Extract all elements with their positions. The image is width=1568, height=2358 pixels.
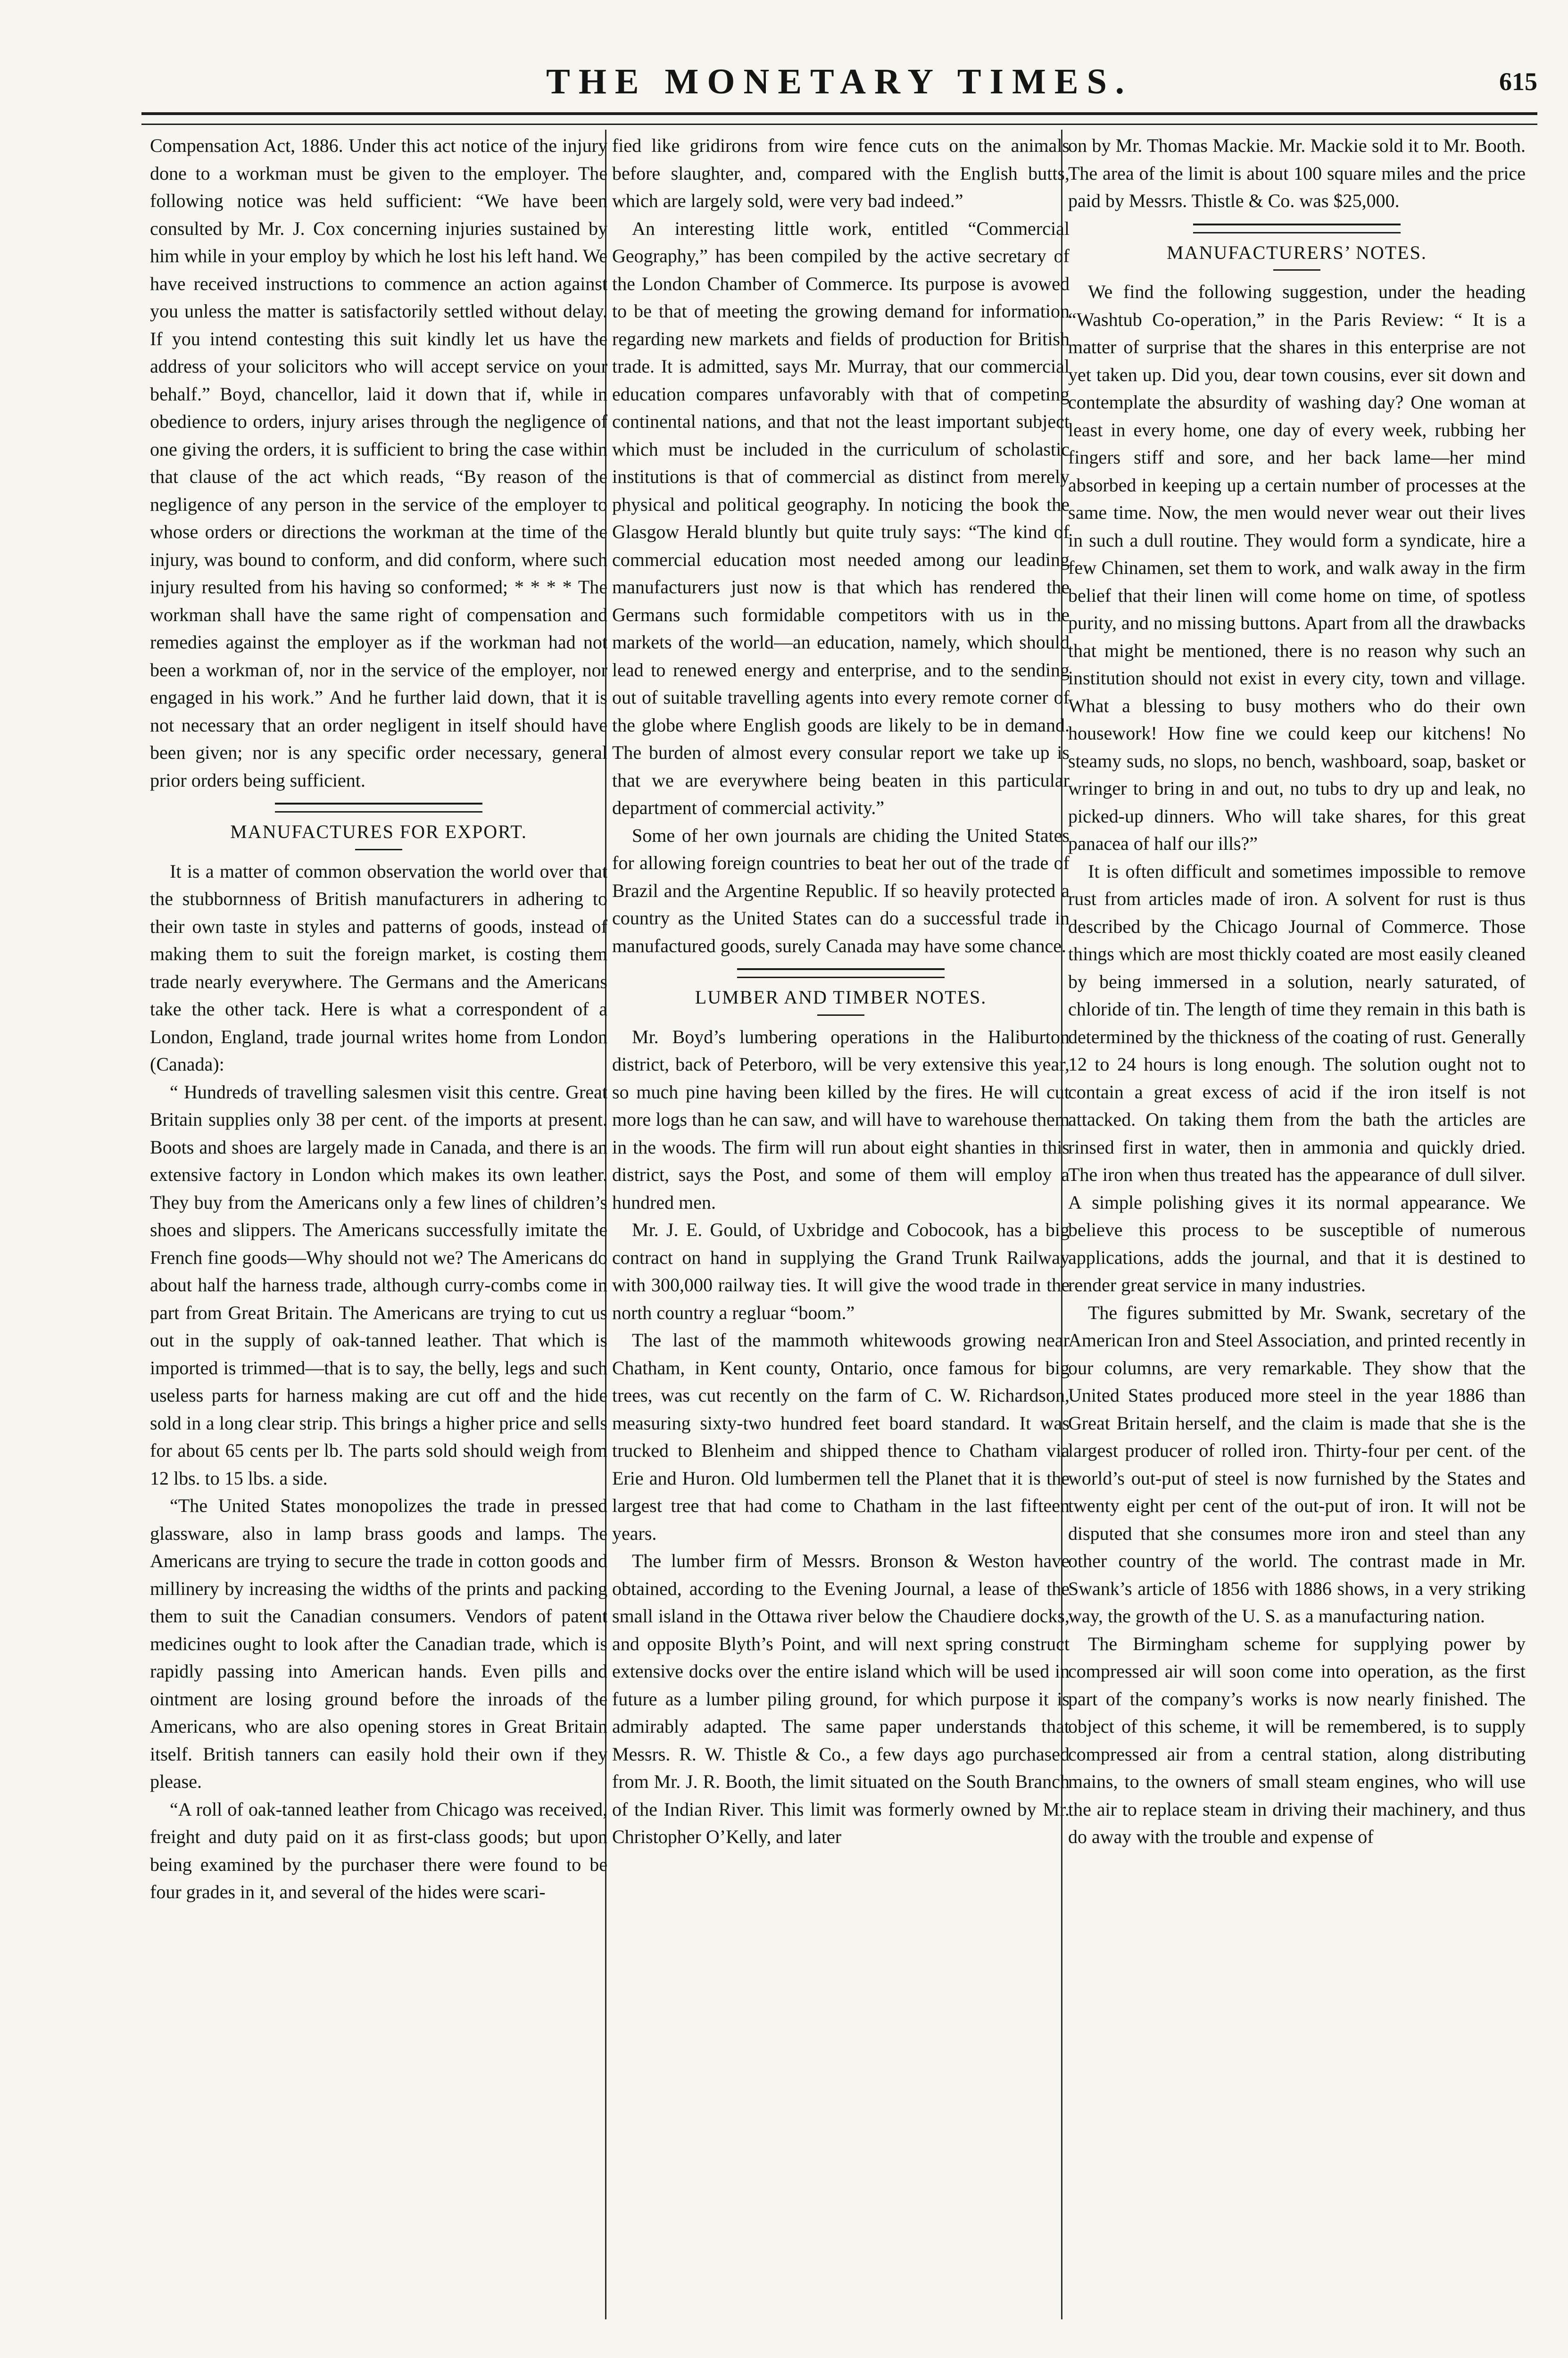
paragraph-steel-production: The figures submitted by Mr. Swank, secretary of the American Iron and Steel Association, and printed recently in our columns, are very remarkable. They show that the United States produced more steel in the year 1886 than Great Britain herself, and the claim is made that she is the largest producer of rolled iron. Thirty-four per cent. of the world’s out-put of steel is now furnished by the States and twenty eight per cent of the out-put of iron. It will not be disputed that she consumes more iron and steel than any other country of the world. The contrast made in Mr. Swank’s article of 1856 with 1886 shows, in a very striking way, the growth of the U. S. as a manufacturing nation.	[1068, 1302, 1526, 1627]
paragraph: The last of the mammoth whitewoods growing near Chatham, in Kent county, Ontario, once famous for big trees, was cut recently on the farm of C. W. Richardson, measuring sixty-two hundred feet board standard. It was trucked to Blenheim and shipped thence to Chatham via Erie and Huron. Old lumbermen tell the Planet that it is the largest tree that had come to Chatham in the last fifteen years.	[612, 1329, 1070, 1544]
paragraph: Some of her own journals are chiding the United States for allowing foreign countries to beat her out of the trade of Brazil and the Argentine Republic. If so heavily protected a country as the United States can do a successful trade in manufactured goods, surely Canada may have some chance.	[612, 824, 1070, 956]
paragraph-rust-solvent: It is often difficult and sometimes impossible to remove rust from articles made of iron. A solvent for rust is thus described by the Chicago Journal of Commerce. Those things which are most thickly coated are most easily cleaned by being immersed in a solution, nearly saturated, of chloride of tin. The length of time they remain in this bath is determined by the thickness of the coating of rust. Generally 12 to 24 hours is long enough. The solution ought not to contain a great excess of acid if the iron itself is not attacked. On taking them from the bath the articles are rinsed first in water, then in ammonia and quickly dried. The iron when thus treated has the appearance of dull silver. A simple polishing gives it its normal appearance. We believe this process to be susceptible of numerous applications, adds the journal, and that it is destined to render great service in many industries.	[1068, 860, 1526, 1295]
heading-manufactures-for-export: MANUFACTURES FOR EXPORT.	[230, 821, 527, 842]
heading-rule	[1273, 269, 1320, 271]
masthead	[141, 56, 1537, 108]
header-rule-thick	[141, 112, 1537, 115]
newspaper-title: THE MONETARY TIMES.	[546, 62, 1133, 101]
column-2	[612, 132, 1070, 2324]
section-separator	[1193, 224, 1401, 233]
heading-rule	[355, 849, 402, 850]
paragraph: It is a matter of common observation the world over that the stubbornness of British manufacturers in adhering to their own taste in styles and patterns of goods, instead of making them to suit the foreign market, is costing them trade nearly everywhere. The Germans and the Americans take the other tack. Here is what a correspondent of a London, England, trade journal writes home from London (Canada):	[150, 860, 607, 1075]
column-3	[1068, 132, 1526, 2324]
page-number: 615	[1499, 67, 1537, 96]
paragraph: “A roll of oak-tanned leather from Chicago was received, freight and duty paid on it as first-class goods; but upon being examined by the purchaser there were found to be four grades in it, and several of the hides were scari-	[150, 1798, 607, 1902]
heading-manufacturers-notes: MANUFACTURERS’ NOTES.	[1167, 241, 1427, 263]
paragraph-compensation-act: Compensation Act, 1886. Under this act notice of the injury done to a workman must be given to the employer. The following notice was held sufficient: “We have been consulted by Mr. J. Cox concerning injuries sustained by him while in your employ by which he lost his left hand. We have received instructions to commence an action against you unless the matter is satisfactorily settled without delay. If you intend contesting this suit kindly let us have the address of your solicitors who will accept service on your behalf.” Boyd, chancellor, laid it down that if, while in obedience to orders, injury arises through the negligence of one giving the orders, it is sufficient to bring the case within that clause of the act which reads, “By reason of the negligence of any person in the service of the employer to whose orders or directions the workman at the time of the injury, was bound to conform, and did conform, where such injury resulted from his having so conformed; * * * * The workman shall have the same right of compensation and remedies against the employer as if the workman had not been a workman of, nor in the service of the employer, nor engaged in his work.” And he further laid down, that it is not necessary that an order negligent in itself should have been given; nor is any specific order necessary, general prior orders being sufficient.	[150, 135, 607, 791]
paragraph: The lumber firm of Messrs. Bronson & Weston have obtained, according to the Evening Journal, a lease of the small island in the Ottawa river below the Chaudiere docks, and opposite Blyth’s Point, and will next spring construct extensive docks over the entire island which will be used in future as a lumber piling ground, for which purpose it is admirably adapted. The same paper understands that Messrs. R. W. Thistle & Co., a few days ago purchased from Mr. J. R. Booth, the limit situated on the South Branch of the Indian River. This limit was formerly owned by Mr. Christopher O’Kelly, and later	[612, 1550, 1070, 1847]
heading-lumber-and-timber-notes: LUMBER AND TIMBER NOTES.	[695, 987, 987, 1008]
header-rule-thin	[141, 124, 1537, 125]
section-separator	[737, 968, 945, 978]
paragraph: Mr. Boyd’s lumbering operations in the Haliburton district, back of Peterboro, will be very extensive this year, so much pine having been killed by the fires. He will cut more logs than he can saw, and will have to warehouse them in the woods. The firm will run about eight shanties in this district, says the Post, and some of them will employ a hundred men.	[612, 1026, 1070, 1213]
paragraph-commercial-geography: An interesting little work, entitled “Commercial Geography,” has been compiled by the active secretary of the London Chamber of Commerce. Its purpose is avowed to be that of meeting the growing demand for information regarding new markets and fields of production for British trade. It is admitted, says Mr. Murray, that our commercial education compares unfavorably with that of competing continental nations, and that not the least important subject which must be included in the curriculum of scholastic institutions is that of commercial as distinct from merely physical and political geography. In noticing the book the Glasgow Herald bluntly but quite truly says: “The kind of commercial education most needed among our leading manufacturers just now is that which has rendered the Germans such formidable competitors with us in the markets of the world—an education, namely, which should lead to renewed energy and enterprise, and to the sending out of suitable travelling agents into every remote corner of the globe where English goods are likely to be in demand. The burden of almost every consular report we take up is that we are everywhere being beaten in this particular department of commercial activity.”	[612, 217, 1070, 818]
paragraph-washtub-cooperation: We find the following suggestion, under the heading “Washtub Co-operation,” in the Paris Review: “ It is a matter of surprise that the shares in this enterprise are not yet taken up. Did you, dear town cousins, ever sit down and contemplate the absurdity of washing day? One woman at least in every home, one day of every week, rubbing her fingers stiff and sore, and her back lame—her mind absorbed in keeping up a certain number of processes at the same time. Now, the men would never wear out their lives in such a dull routine. They would form a syndicate, hire a few Chinamen, set them to work, and walk away in the firm belief that their linen will come home on time, of spotless purity, and no missing buttons. Apart from all the drawbacks that might be mentioned, there is no reason why such an institution should not exist in every city, town and village. What a blessing to busy mothers who do their own housework! How fine we could keep our kitchens! No steamy suds, no slops, no bench, washboard, soap, basket or wringer to bring in and out, no tubs to dry up and leak, no picked-up dinners. Who will take shares, for this great panacea of half our ills?”	[1068, 281, 1526, 854]
section-separator	[275, 803, 482, 813]
paragraph-compressed-air: The Birmingham scheme for supplying power by compressed air will soon come into operation, as the first part of the company’s works is now nearly finished. The object of this scheme, it will be remembered, is to supply compressed air from a central station, along distributing mains, to the owners of small steam engines, who will use the air to replace steam in driving their machinery, and thus do away with the trouble and expense of	[1068, 1633, 1526, 1847]
paragraph: on by Mr. Thomas Mackie. Mr. Mackie sold it to Mr. Booth. The area of the limit is about 100 square miles and the price paid by Messrs. Thistle & Co. was $25,000.	[1068, 135, 1526, 211]
paragraph: “The United States monopolizes the trade in pressed glassware, also in lamp brass goods and lamps. The Americans are trying to secure the trade in cotton goods and millinery by increasing the widths of the prints and packing them to suit the Canadian consumers. Vendors of patent medicines ought to look after the Canadian trade, which is rapidly passing into American hands. Even pills and ointment are losing ground before the inroads of the Americans, who are also opening stores in Great Britain itself. British tanners can easily hold their own if they please.	[150, 1495, 607, 1792]
paragraph: fied like gridirons from wire fence cuts on the animals before slaughter, and, compared with the English butts, which are largely sold, were very bad indeed.”	[612, 135, 1070, 211]
heading-rule	[817, 1014, 864, 1016]
paragraph: Mr. J. E. Gould, of Uxbridge and Cobocook, has a big contract on hand in supplying the Grand Trunk Railway with 300,000 railway ties. It will give the wood trade in the north country a regluar “boom.”	[612, 1219, 1070, 1323]
column-1	[150, 132, 607, 2324]
paragraph: “ Hundreds of travelling salesmen visit this centre. Great Britain supplies only 38 per cent. of the imports at present. Boots and shoes are largely made in Canada, and there is an extensive factory in London which makes its own leather. They buy from the Americans only a few lines of children’s shoes and slippers. The Americans successfully imitate the French fine goods—Why should not we? The Americans do about half the harness trade, although curry-combs come in part from Great Britain. The Americans are trying to cut us out in the supply of oak-tanned leather. That which is imported is trimmed—that is to say, the belly, legs and such useless parts for harness making are cut off and the hide sold in a long clear strip. This brings a higher price and sells for about 65 cents per lb. The parts sold should weigh from 12 lbs. to 15 lbs. a side.	[150, 1081, 607, 1489]
